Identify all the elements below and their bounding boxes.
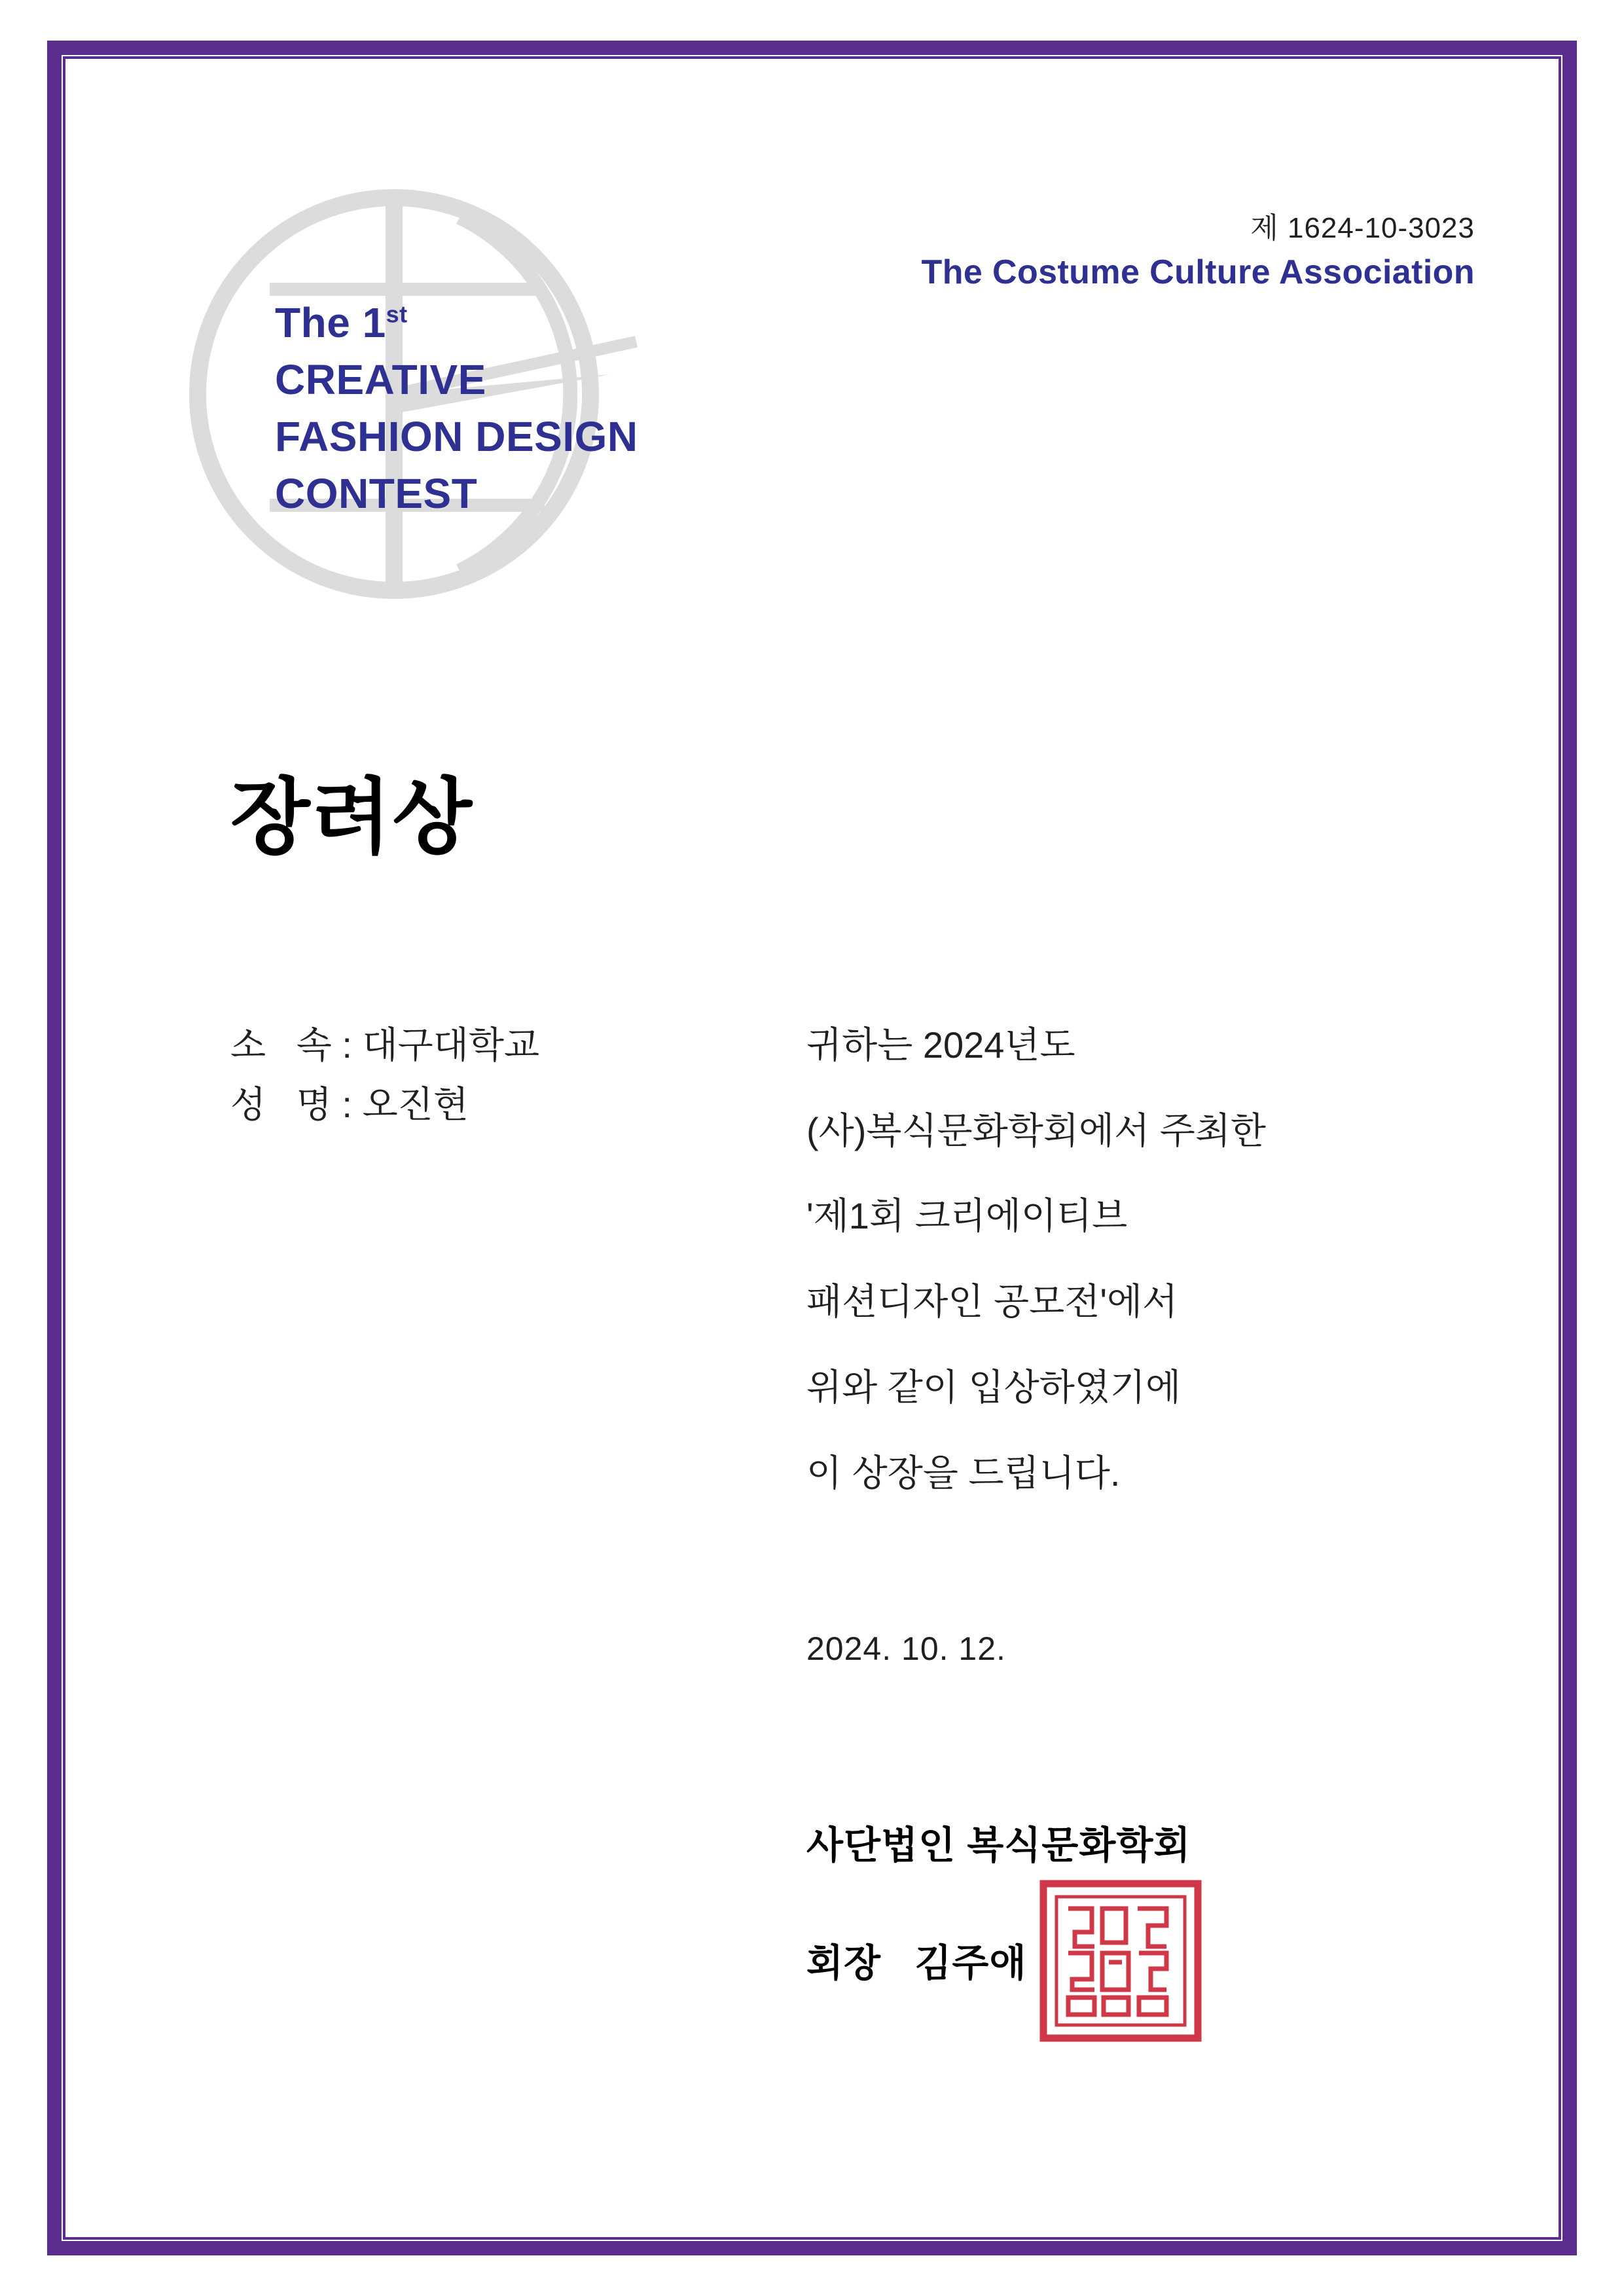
recipient-affiliation-label: 소 속 : [230, 1024, 352, 1066]
body-line-5: 위와 같이 입상하였기에 [806, 1366, 1182, 1408]
body-line-3: '제1회 크리에이티브 [806, 1195, 1128, 1237]
contest-title-line-3: FASHION DESIGN [275, 413, 638, 461]
recipient-affiliation-row [230, 1016, 539, 1075]
award-title: 장려상 [230, 771, 474, 863]
contest-title-line-4: CONTEST [275, 470, 478, 518]
contest-title-line-1-text: The 1 [275, 299, 386, 346]
body-line-4: 패션디자인 공모전'에서 [806, 1281, 1178, 1323]
recipient-name-value: 오진현 [362, 1083, 469, 1125]
body-line-6: 이 상장을 드립니다. [806, 1452, 1121, 1494]
recipient-name-row [230, 1075, 539, 1135]
contest-title-line-1 [275, 295, 638, 351]
issue-date: 2024. 10. 12. [806, 1630, 1006, 1667]
issuing-organization: 사단법인 복식문화학회 [806, 1824, 1191, 1867]
contest-title-block [275, 295, 638, 522]
certificate-body-text [806, 1016, 1266, 1529]
contest-title-line-2: CREATIVE [275, 356, 486, 404]
document-number: 제 1624-10-3023 [1250, 212, 1475, 244]
official-seal-stamp-icon [1039, 1880, 1202, 2042]
body-line-2: (사)복식문화학회에서 주최한 [806, 1109, 1267, 1151]
recipient-name-label: 성 명 : [230, 1083, 352, 1125]
recipient-affiliation-value: 대구대학교 [362, 1024, 540, 1066]
body-line-1: 귀하는 2024년도 [806, 1024, 1075, 1066]
contest-title-ordinal-suffix: st [386, 300, 408, 328]
recipient-block [230, 1016, 539, 1134]
signer-name: 회장 김주애 [806, 1942, 1027, 1984]
association-name-english: The Costume Culture Association [921, 253, 1475, 291]
